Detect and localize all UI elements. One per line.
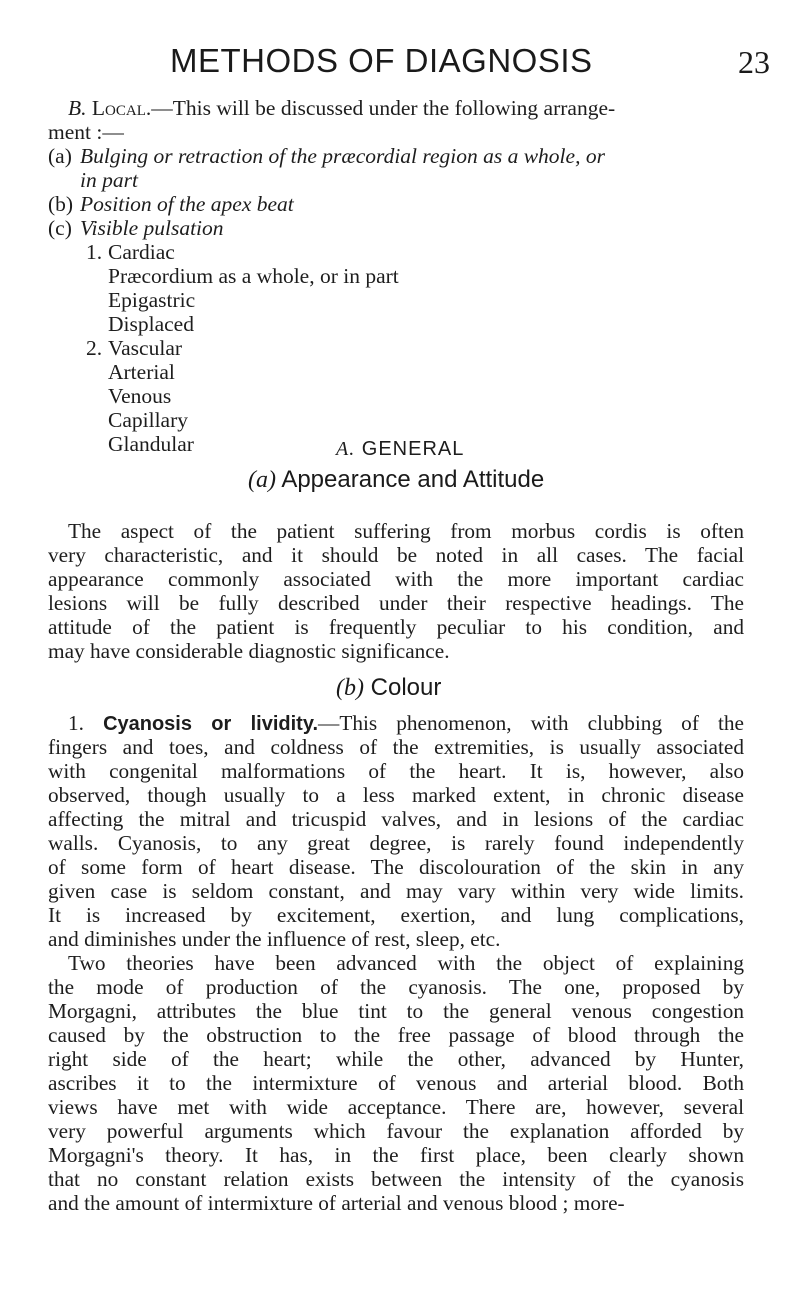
text-line: Morgagni's theory. It has, in the first place, been clearly shown: [48, 1143, 744, 1167]
local-intro: —This will be discussed under the following arrange-: [151, 96, 616, 120]
text-line: right side of the heart; while the other, advanced by Hunter,: [48, 1047, 744, 1071]
general-heading: [336, 437, 464, 461]
text-line: fingers and toes, and coldness of the extremities, is usually associated: [48, 735, 744, 759]
local-item-text: Visible pulsation: [80, 216, 224, 240]
text-line: Morgagni, attributes the blue tint to the general venous congestion: [48, 999, 744, 1023]
local-item: [48, 144, 605, 168]
colour-first-rest: —This phenomenon, with clubbing of the: [318, 711, 744, 735]
text-line: affecting the mitral and tricuspid valves, and in lesions of the cardiac: [48, 807, 744, 831]
text-line: the mode of production of the cyanosis. The one, proposed by: [48, 975, 744, 999]
text-line: views have met with wide acceptance. There are, however, several: [48, 1095, 744, 1119]
colour-first-line: [68, 711, 744, 736]
text-line: appearance commonly associated with the more important cardiac: [48, 567, 744, 591]
local-sub-item-text: Arterial: [108, 360, 175, 384]
appearance-label: (a): [248, 467, 276, 493]
local-title: Local.: [91, 96, 152, 120]
text-line: Two theories have been advanced with the object of explaining: [68, 951, 744, 975]
local-item-text: in part: [80, 168, 138, 192]
local-item-label: (b): [48, 192, 74, 216]
local-marker: B.: [68, 96, 87, 120]
local-sub-item: [86, 288, 195, 312]
local-sub-item-text: Vascular: [108, 336, 183, 360]
text-line: The aspect of the patient suffering from morbus cordis is often: [68, 519, 744, 543]
local-sub-item: [86, 432, 194, 456]
colour-label: (b): [336, 675, 364, 701]
appearance-heading: [248, 467, 544, 493]
local-sub-item-text: Glandular: [108, 432, 194, 456]
text-line: It is increased by excitement, exertion, and lung complications,: [48, 903, 744, 927]
text-line: and the amount of intermixture of arterial and venous blood ; more-: [48, 1191, 625, 1215]
text-line: caused by the obstruction to the free passage of blood through the: [48, 1023, 744, 1047]
general-marker: A.: [336, 438, 356, 460]
colour-first-bold: Cyanosis or lividity.: [103, 713, 319, 735]
local-sub-item: [86, 264, 399, 288]
local-item: [48, 216, 224, 240]
local-item: [48, 192, 294, 216]
local-item-label: (c): [48, 216, 72, 240]
page-number: 23: [738, 44, 770, 80]
text-line: with congenital malformations of the heart. It is, however, also: [48, 759, 744, 783]
local-sub-item: [86, 312, 194, 336]
local-sub-item: [86, 240, 175, 264]
local-sub-item: [86, 408, 188, 432]
local-sub-item-text: Capillary: [108, 408, 189, 432]
local-sub-item-text: Præcordium as a whole, or in part: [108, 264, 399, 288]
local-item-label: (a): [48, 144, 72, 168]
text-line: observed, though usually to a less marked extent, in chronic disease: [48, 783, 744, 807]
text-line: and diminishes under the influence of rest, sleep, etc.: [48, 927, 501, 951]
local-sub-item-text: Epigastric: [108, 288, 196, 312]
local-item-text: Position of the apex beat: [80, 192, 294, 216]
running-head-title: METHODS OF DIAGNOSIS: [170, 42, 593, 79]
local-sub-item-text: Venous: [108, 384, 172, 408]
running-head: [0, 42, 800, 82]
local-sub-item-num: 1.: [86, 240, 103, 264]
local-sub-item: [86, 336, 182, 360]
local-sub-item-num: 2.: [86, 336, 103, 360]
local-intro-cont: ment :—: [48, 120, 124, 144]
colour-title: Colour: [370, 674, 442, 701]
local-sub-item-text: Displaced: [108, 312, 194, 336]
text-line: that no constant relation exists between the intensity of the cyanosis: [48, 1167, 744, 1191]
local-item: [48, 168, 138, 192]
colour-heading: [336, 675, 441, 701]
text-line: very powerful arguments which favour the explanation afforded by: [48, 1119, 744, 1143]
text-line: walls. Cyanosis, to any great degree, is rarely found independently: [48, 831, 744, 855]
local-sub-item: [86, 360, 175, 384]
text-line: ascribes it to the intermixture of venous and arterial blood. Both: [48, 1071, 744, 1095]
local-heading-line: [68, 96, 615, 120]
local-sub-item: [86, 384, 171, 408]
text-line: very characteristic, and it should be noted in all cases. The facial: [48, 543, 744, 567]
text-line: may have considerable diagnostic significance.: [48, 639, 450, 663]
local-sub-item-text: Cardiac: [108, 240, 175, 264]
appearance-title: Appearance and Attitude: [281, 466, 545, 493]
text-line: given case is seldom constant, and may vary within very wide limits.: [48, 879, 744, 903]
text-line: attitude of the patient is frequently peculiar to his condition, and: [48, 615, 744, 639]
text-line: lesions will be fully described under their respective headings. The: [48, 591, 744, 615]
text-line: of some form of heart disease. The discolouration of the skin in any: [48, 855, 744, 879]
colour-first-num: 1.: [68, 711, 84, 735]
general-title: GENERAL: [361, 438, 465, 460]
local-item-text: Bulging or retraction of the præcordial region as a whole, or: [80, 144, 605, 168]
